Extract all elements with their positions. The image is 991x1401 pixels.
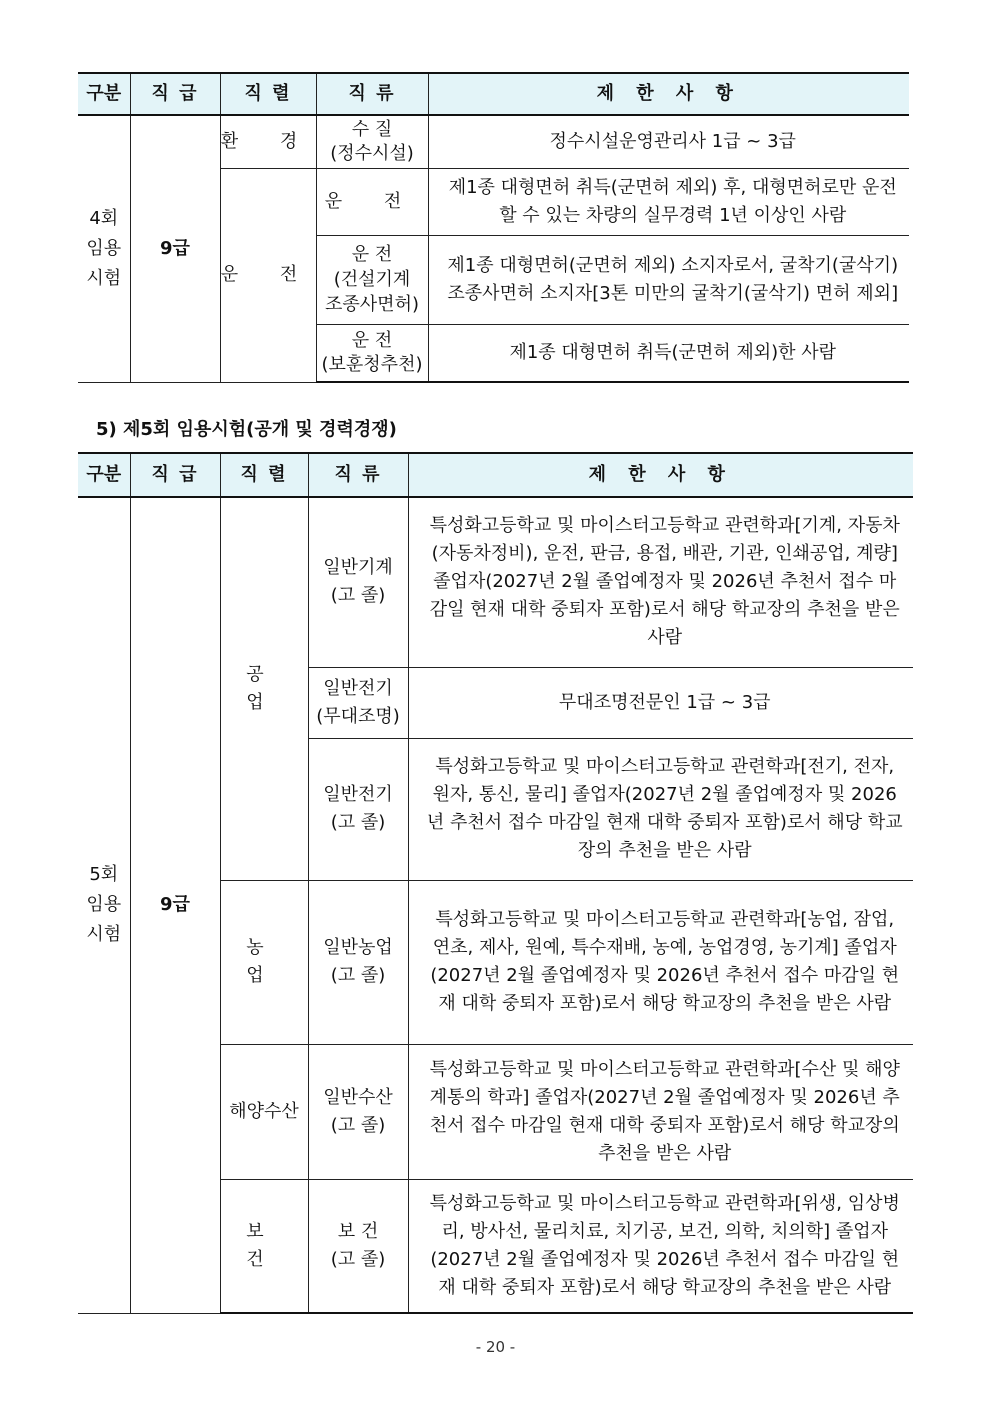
restriction-cell: 제1종 대형면허 취득(군면허 제외) 후, 대형면허로만 운전할 수 있는 차량의 실무경력 1년 이상인 사람 xyxy=(428,168,909,235)
grade-cell: 9급 xyxy=(130,115,220,382)
header-series: 직 렬 xyxy=(220,73,316,115)
header-category: 구분 xyxy=(78,73,130,115)
series-cell: 운 전 xyxy=(220,168,316,382)
exam5-table xyxy=(78,452,913,1314)
header-grade: 직 급 xyxy=(130,453,220,497)
table-row xyxy=(78,497,913,667)
header-class: 직 류 xyxy=(316,73,428,115)
header-grade: 직 급 xyxy=(130,73,220,115)
class-cell: 일반수산 (고 졸) xyxy=(308,1044,408,1179)
header-category: 구분 xyxy=(78,453,130,497)
class-cell: 운 전 xyxy=(316,168,428,235)
exam-label: 5회 임용 시험 xyxy=(78,497,130,1313)
series-cell: 해양수산 xyxy=(220,1044,308,1179)
header-class: 직 류 xyxy=(308,453,408,497)
header-series: 직 렬 xyxy=(220,453,308,497)
restriction-cell: 특성화고등학교 및 마이스터고등학교 관련학과[위생, 임상병리, 방사선, 물리치료, 치기공, 보건, 의학, 치의학] 졸업자(2027년 2월 졸업예정자 및 2026년 추천서 접수 마감일 현재 대학 중퇴자 포함)로서 해당 학교장의 추천을 받은 사람 xyxy=(408,1179,913,1313)
page-number: - 20 - xyxy=(475,1338,516,1356)
restriction-cell: 특성화고등학교 및 마이스터고등학교 관련학과[전기, 전자, 원자, 통신, 물리] 졸업자(2027년 2월 졸업예정자 및 2026년 추천서 접수 마감일 현재 대학 중퇴자 포함)로서 해당 학교장의 추천을 받은 사람 xyxy=(408,738,913,880)
class-cell: 수 질 (정수시설) xyxy=(316,115,428,168)
restriction-cell: 제1종 대형면허 취득(군면허 제외)한 사람 xyxy=(428,324,909,382)
class-cell: 일반농업 (고 졸) xyxy=(308,880,408,1044)
restriction-cell: 정수시설운영관리사 1급 ~ 3급 xyxy=(428,115,909,168)
exam4-table xyxy=(78,72,909,383)
header-restriction: 제 한 사 항 xyxy=(428,73,909,115)
restriction-cell: 무대조명전문인 1급 ~ 3급 xyxy=(408,667,913,738)
restriction-cell: 특성화고등학교 및 마이스터고등학교 관련학과[수산 및 해양계통의 학과] 졸업자(2027년 2월 졸업예정자 및 2026년 추천서 접수 마감일 현재 대학 중퇴자 포함)로서 해당 학교장의 추천을 받은 사람 xyxy=(408,1044,913,1179)
restriction-cell: 특성화고등학교 및 마이스터고등학교 관련학과[기계, 자동차(자동차정비), 운전, 판금, 용접, 배관, 기관, 인쇄공업, 계량] 졸업자(2027년 2월 졸업예정자 및 2026년 추천서 접수 마감일 현재 대학 중퇴자 포함)로서 해당 학교장의 추천을 받은 사람 xyxy=(408,497,913,667)
series-cell: 환 경 xyxy=(220,115,316,168)
class-cell: 일반전기 (고 졸) xyxy=(308,738,408,880)
restriction-cell: 제1종 대형면허(군면허 제외) 소지자로서, 굴착기(굴삭기)조종사면허 소지자[3톤 미만의 굴착기(굴삭기) 면허 제외] xyxy=(428,235,909,324)
series-cell: 농 업 xyxy=(220,880,308,1044)
class-cell: 일반전기 (무대조명) xyxy=(308,667,408,738)
grade-cell: 9급 xyxy=(130,497,220,1313)
table-row xyxy=(78,115,909,168)
class-cell: 보 건 (고 졸) xyxy=(308,1179,408,1313)
class-cell: 운 전 (건설기계 조종사면허) xyxy=(316,235,428,324)
section-title: 5) 제5회 임용시험(공개 및 경력경쟁) xyxy=(96,419,397,440)
class-cell: 일반기계 (고 졸) xyxy=(308,497,408,667)
header-restriction: 제 한 사 항 xyxy=(408,453,913,497)
exam-label: 4회 임용 시험 xyxy=(78,115,130,382)
series-cell: 보 건 xyxy=(220,1179,308,1313)
table-header-row xyxy=(78,73,909,115)
class-cell: 운 전 (보훈청추천) xyxy=(316,324,428,382)
table-header-row xyxy=(78,453,913,497)
restriction-cell: 특성화고등학교 및 마이스터고등학교 관련학과[농업, 잠업, 연초, 제사, 원예, 특수재배, 농예, 농업경영, 농기계] 졸업자(2027년 2월 졸업예정자 및 2026년 추천서 접수 마감일 현재 대학 중퇴자 포함)로서 해당 학교장의 추천을 받은 사람 xyxy=(408,880,913,1044)
series-cell: 공 업 xyxy=(220,497,308,880)
